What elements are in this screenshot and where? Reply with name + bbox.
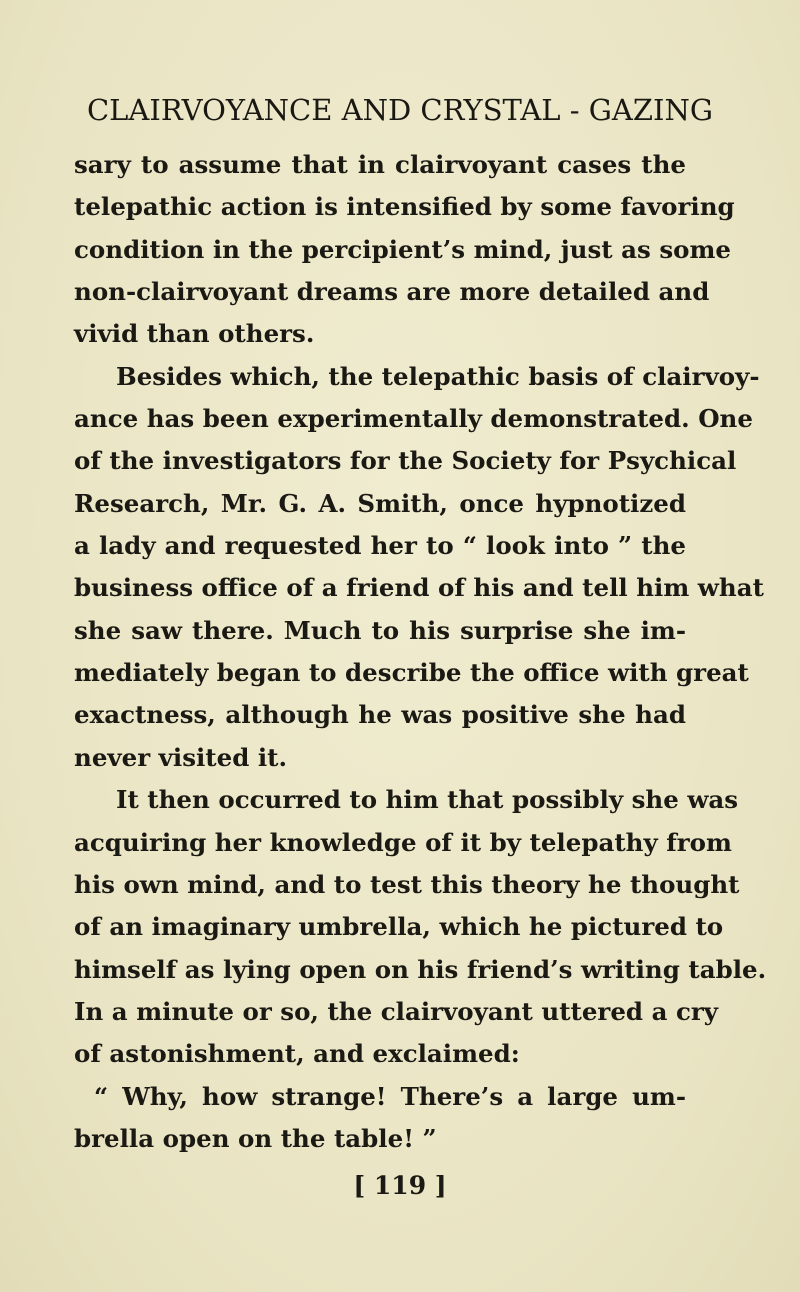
text-line: of the investigators for the Society for Psychical xyxy=(74,446,737,476)
body-text xyxy=(74,144,767,1160)
text-line: of an imaginary umbrella, which he pictured to xyxy=(74,912,724,942)
text-line: business office of a friend of his and tell him what xyxy=(74,573,764,603)
running-head: CLAIRVOYANCE AND CRYSTAL - GAZING xyxy=(86,93,714,127)
page-number: [ 119 ] xyxy=(353,1171,447,1200)
text-line: of astonishment, and exclaimed: xyxy=(74,1039,520,1069)
text-line: In a minute or so, the clairvoyant uttered a cry xyxy=(74,996,719,1026)
text-line: vivid than others. xyxy=(74,319,315,349)
text-line: she saw there. Much to his surprise she im- xyxy=(74,615,686,645)
text-line: exactness, although he was positive she had xyxy=(74,700,686,730)
text-line: a lady and requested her to “ look into ” the xyxy=(74,531,686,561)
text-line: “ Why, how strange! There’s a large um- xyxy=(94,1081,686,1111)
text-line: brella open on the table! ” xyxy=(74,1123,437,1153)
text-line: mediately began to describe the office with great xyxy=(74,658,749,688)
text-line: himself as lying open on his friend’s writing table. xyxy=(74,954,767,984)
text-line: Research, Mr. G. A. Smith, once hypnotized xyxy=(74,488,686,518)
text-line: sary to assume that in clairvoyant cases the xyxy=(74,150,686,179)
text-line: ance has been experimentally demonstrated. One xyxy=(74,404,753,434)
text-line: Besides which, the telepathic basis of clairvoy- xyxy=(116,361,760,391)
text-line: non-clairvoyant dreams are more detailed and xyxy=(74,277,710,307)
text-line: his own mind, and to test this theory he thought xyxy=(74,869,740,899)
text-line: acquiring her knowledge of it by telepathy from xyxy=(74,827,732,857)
text-line: condition in the percipient’s mind, just as some xyxy=(74,234,731,264)
text-line: never visited it. xyxy=(74,742,288,772)
text-line: telepathic action is intensified by some favoring xyxy=(74,192,735,222)
text-line: It then occurred to him that possibly she was xyxy=(116,785,739,815)
